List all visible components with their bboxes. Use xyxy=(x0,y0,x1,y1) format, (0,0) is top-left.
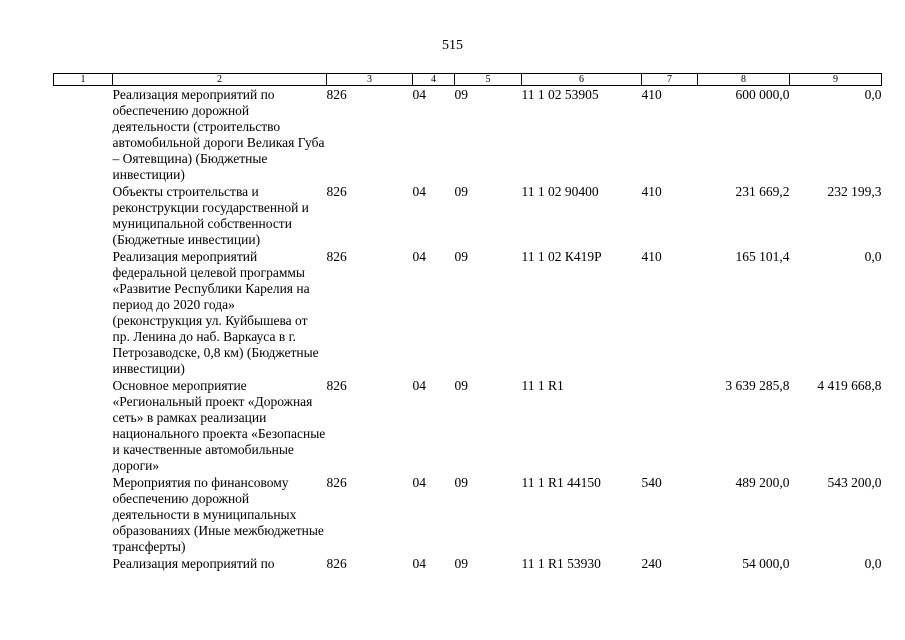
table-row xyxy=(54,183,882,248)
amount-year-2: 0,0 xyxy=(864,87,882,102)
ministry-code: 826 xyxy=(326,184,347,199)
column-header: 1 xyxy=(54,74,113,86)
blank-cell xyxy=(54,377,113,474)
column-header: 5 xyxy=(455,74,522,86)
expense-type-code: 410 xyxy=(641,249,662,264)
subsection-code: 09 xyxy=(454,378,468,393)
subsection-code: 09 xyxy=(454,249,468,264)
expense-type-code: 410 xyxy=(641,87,662,102)
column-header: 2 xyxy=(113,74,327,86)
table-row xyxy=(54,248,882,377)
column-header: 7 xyxy=(642,74,698,86)
column-header: 6 xyxy=(522,74,642,86)
target-article-code: 11 1 02 К419Р xyxy=(521,249,602,264)
ministry-code: 826 xyxy=(326,556,347,571)
expense-type-code xyxy=(642,377,698,474)
amount-year-1: 231 669,2 xyxy=(735,184,790,199)
section-code: 04 xyxy=(412,378,426,393)
target-article-code: 11 1 02 90400 xyxy=(521,184,599,199)
table-row xyxy=(54,555,882,572)
amount-year-2: 543 200,0 xyxy=(827,475,882,490)
subsection-code: 09 xyxy=(454,184,468,199)
ministry-code: 826 xyxy=(326,378,347,393)
blank-cell xyxy=(54,86,113,184)
expense-type-code: 410 xyxy=(641,184,662,199)
item-name: Мероприятия по финансовому обеспечению дорожной деятельности в муниципальных образованиях (Иные межбюджетные трансферты) xyxy=(112,475,324,554)
section-code: 04 xyxy=(412,475,426,490)
section-code: 04 xyxy=(412,87,426,102)
table-row xyxy=(54,474,882,555)
subsection-code: 09 xyxy=(454,475,468,490)
subsection-code: 09 xyxy=(454,87,468,102)
amount-year-2: 0,0 xyxy=(864,249,882,264)
target-article-code: 11 1 R1 xyxy=(521,378,564,393)
table-header-row xyxy=(54,74,882,86)
item-name: Основное мероприятие «Региональный проект «Дорожная сеть» в рамках реализации национального проекта «Безопасные и качественные автомобильные дороги» xyxy=(112,378,326,473)
ministry-code: 826 xyxy=(326,475,347,490)
column-header: 4 xyxy=(413,74,455,86)
amount-year-1: 165 101,4 xyxy=(735,249,790,264)
column-header: 8 xyxy=(698,74,790,86)
section-code: 04 xyxy=(412,556,426,571)
ministry-code: 826 xyxy=(326,249,347,264)
table-row xyxy=(54,377,882,474)
amount-year-1: 600 000,0 xyxy=(735,87,790,102)
table-row xyxy=(54,86,882,184)
target-article-code: 11 1 02 53905 xyxy=(521,87,599,102)
expense-type-code: 240 xyxy=(641,556,662,571)
amount-year-2: 4 419 668,8 xyxy=(817,378,882,393)
section-code: 04 xyxy=(412,184,426,199)
subsection-code: 09 xyxy=(454,556,468,571)
amount-year-2: 232 199,3 xyxy=(827,184,882,199)
blank-cell xyxy=(54,555,113,572)
item-name: Реализация мероприятий по обеспечению дорожной деятельности (строительство автомобильной дороги Великая Губа – Оятевщина) (Бюджетные инвестиции) xyxy=(112,87,325,182)
budget-table xyxy=(53,73,882,572)
item-name: Объекты строительства и реконструкции государственной и муниципальной собственности (Бюджетные инвестиции) xyxy=(112,184,309,247)
blank-cell xyxy=(54,248,113,377)
blank-cell xyxy=(54,474,113,555)
target-article-code: 11 1 R1 44150 xyxy=(521,475,601,490)
amount-year-1: 54 000,0 xyxy=(742,556,790,571)
item-name: Реализация мероприятий федеральной целевой программы «Развитие Республики Карелия на период до 2020 года» (реконструкция ул. Куйбышева от пр. Ленина до наб. Варкауса в г. Петрозаводске, 0,8 км) (Бюджетные инвестиции) xyxy=(112,249,319,376)
page-number: 515 xyxy=(442,38,463,53)
amount-year-2: 0,0 xyxy=(864,556,882,571)
column-header: 3 xyxy=(327,74,413,86)
column-header: 9 xyxy=(790,74,882,86)
target-article-code: 11 1 R1 53930 xyxy=(521,556,601,571)
item-name: Реализация мероприятий по xyxy=(112,556,275,571)
section-code: 04 xyxy=(412,249,426,264)
expense-type-code: 540 xyxy=(641,475,662,490)
ministry-code: 826 xyxy=(326,87,347,102)
amount-year-1: 489 200,0 xyxy=(735,475,790,490)
blank-cell xyxy=(54,183,113,248)
amount-year-1: 3 639 285,8 xyxy=(725,378,790,393)
